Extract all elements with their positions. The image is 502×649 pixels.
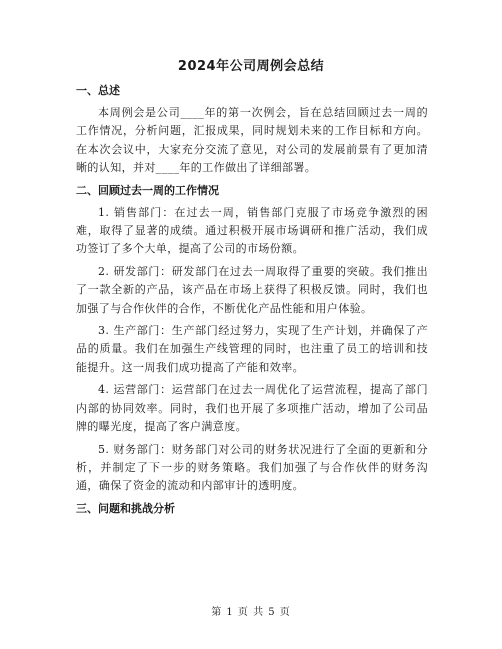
section-heading-review: 二、回顾过去一周的工作情况 bbox=[76, 183, 219, 197]
review-paragraph-operations: 4. 运营部门：运营部门在过去一周优化了运营流程，提高了部门内部的协同效率。同时，我们也开展了多项推广活动，增加了公司品牌的曝光度，提高了客户满意度。 bbox=[76, 383, 428, 434]
review-paragraph-rnd: 2. 研发部门：研发部门在过去一周取得了重要的突破。我们推出了一款全新的产品，该产品在市场上获得了积极反馈。同时，我们也加强了与合作伙伴的合作，不断优化产品性能和用户体验。 bbox=[76, 264, 428, 315]
document-body bbox=[76, 82, 428, 522]
page-number-footer: 第 1 页 共 5 页 bbox=[211, 607, 291, 618]
document-title: 2024年公司周例会总结 bbox=[177, 59, 325, 74]
review-paragraph-sales: 1. 销售部门：在过去一周，销售部门克服了市场竞争激烈的困难，取得了显著的成绩。通过积极开展市场调研和推广活动，我们成功签订了多个大单，提高了公司的市场份额。 bbox=[76, 205, 428, 256]
overview-paragraph: 本周例会是公司____年的第一次例会，旨在总结回顾过去一周的工作情况，分析问题，汇报成果，同时规划未来的工作目标和方向。在本次会议中，大家充分交流了意见，对公司的发展前景有了更加清晰的认知，并对____年的工作做出了详细部署。 bbox=[76, 106, 428, 175]
review-paragraph-production: 3. 生产部门：生产部门经过努力，实现了生产计划，并确保了产品的质量。我们在加强生产线管理的同时，也注重了员工的培训和技能提升。这一周我们成功提高了产能和效率。 bbox=[76, 324, 428, 374]
review-paragraph-finance: 5. 财务部门：财务部门对公司的财务状况进行了全面的更新和分析，并制定了下一步的财务策略。我们加强了与合作伙伴的财务沟通，确保了资金的流动和内部审计的透明度。 bbox=[76, 442, 428, 493]
section-heading-overview: 一、总述 bbox=[76, 84, 120, 97]
section-heading-issues: 三、问题和挑战分析 bbox=[76, 501, 175, 515]
